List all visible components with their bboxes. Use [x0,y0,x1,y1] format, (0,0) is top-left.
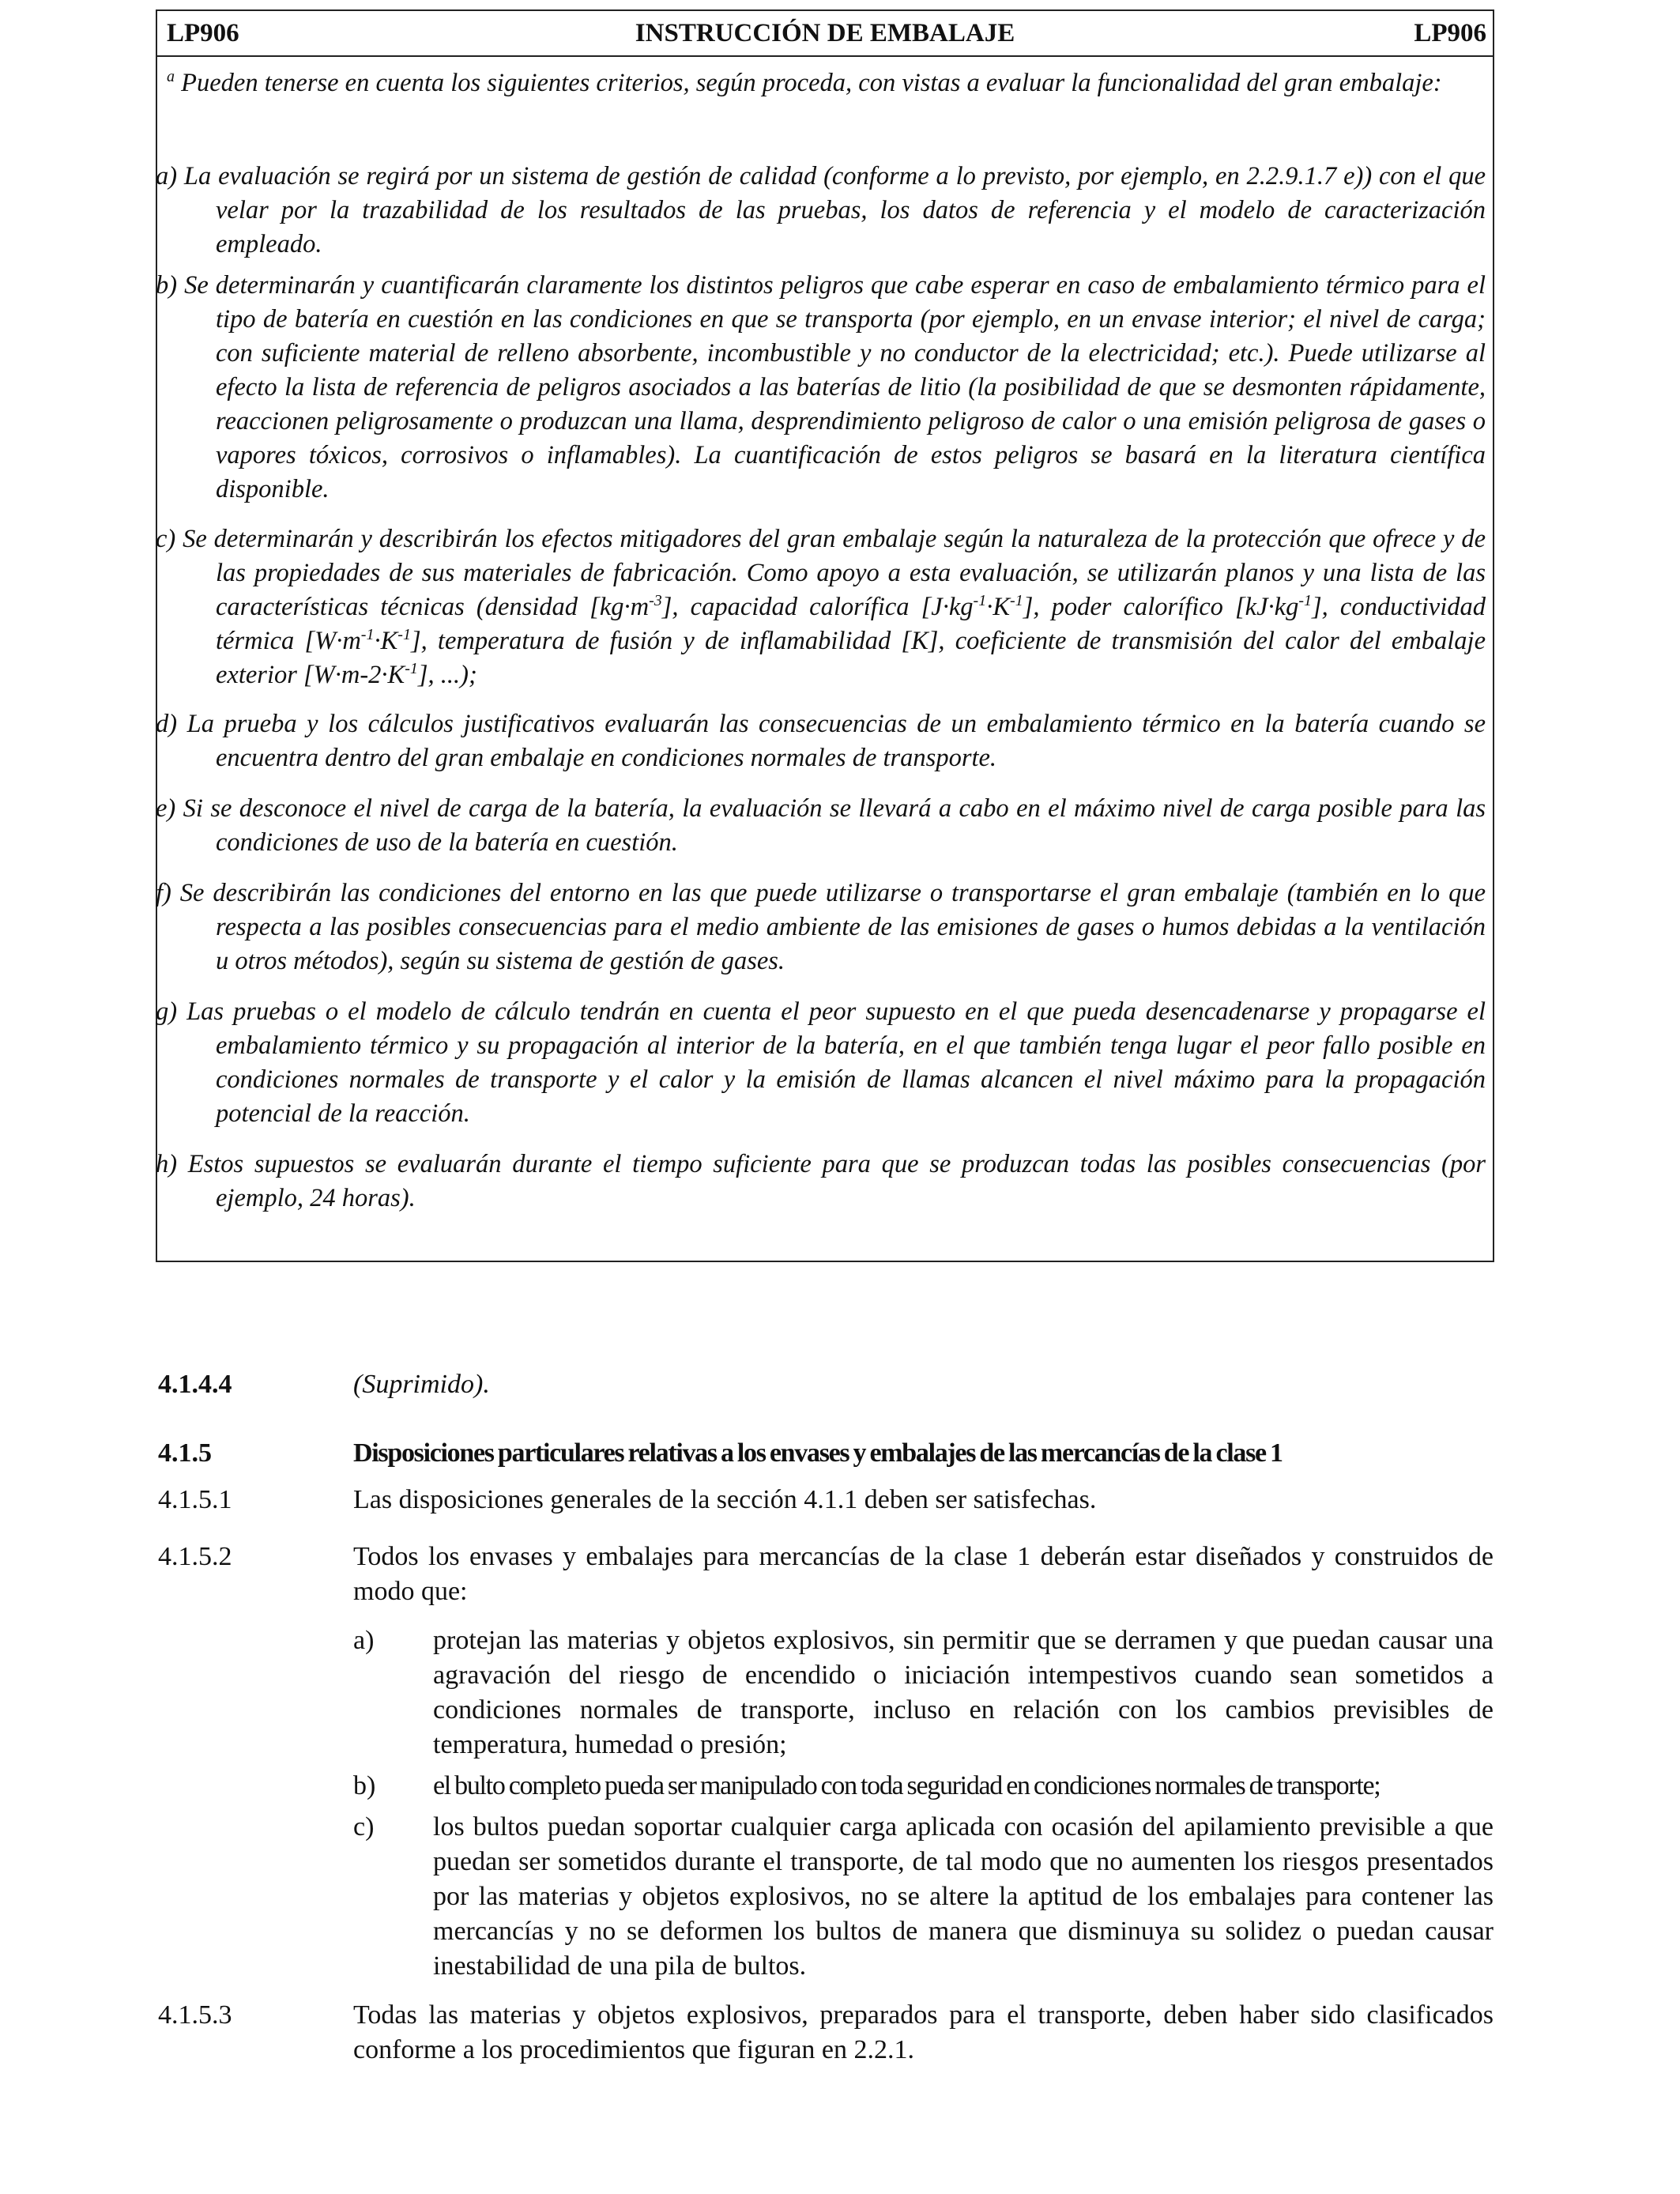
section-text: Las disposiciones generales de la sección 4.1.1 deben ser satisfechas. [353,1485,1097,1514]
packing-instruction-header [157,11,1493,57]
criterion-e: e) Si se desconoce el nivel de carga de la batería, la evaluación se llevará a cabo en el máximo nivel de carga posible para las condiciones de uso de la batería en cuestión. [156,794,1486,857]
criterion-c-text: c) Se determinarán y describirán los efectos mitigadores del gran embalaje según la naturaleza de la protección que ofrece y de las propiedades de sus materiales de fabricación. Como apoyo a esta evaluación, se utilizarán planos y una lista de las características técnicas (densidad [kg·m [156,525,1486,621]
list-item-text: el bulto completo pueda ser manipulado con toda seguridad en condiciones normales de transporte; [433,1771,1381,1800]
criterion-h: h) Estos supuestos se evaluarán durante el tiempo suficiente para que se produzcan todas las posibles consecuencias (por ejemplo, 24 horas). [156,1150,1486,1212]
section-text: Todos los envases y embalajes para mercancías de la clase 1 deberán estar diseñados y construidos de modo que: [353,1542,1494,1606]
section-number: 4.1.5 [158,1438,212,1468]
footnote-intro [164,66,1486,100]
criterion-c-exponent: -3 [649,592,662,610]
criterion-c-text: ], conductividad térmica [W·m [216,593,1486,655]
criterion-c-text: ], temperatura de fusión y de inflamabilidad [K], coeficiente de transmisión del calor del embalaje exterior [W·m-2·K [216,627,1486,689]
section-number: 4.1.5.1 [158,1485,232,1514]
criterion-c-text: ], ...); [417,661,477,689]
criterion-c-text: ·K [986,593,1011,621]
instruction-code-left: LP906 [167,19,239,47]
criterion-d: d) La prueba y los cálculos justificativos evaluarán las consecuencias de un embalamiento térmico en la batería cuando se encuentra dentro del gran embalaje en condiciones normales de transporte. [156,710,1486,772]
criterion-b: b) Se determinarán y cuantificarán claramente los distintos peligros que cabe esperar en caso de embalamiento térmico para el tipo de batería en cuestión en las condiciones en que se transporta (por ejemplo, en un envase interior; el nivel de carga; con suficiente material de relleno absorbente, incombustible y no conductor de la electricidad; etc.). Puede utilizarse al efecto la lista de referencia de peligros asociados a las baterías de litio (la posibilidad de que se desmonten rápidamente, reaccionen peligrosamente o produzcan una llama, desprendimiento peligroso de calor o una emisión peligrosa de gases o vapores tóxicos, corrosivos o inflamables). La cuantificación de estos peligros se basará en la literatura científica disponible. [156,271,1486,503]
criterion-c [156,522,1486,692]
packing-instruction-box [156,9,1494,1262]
section-number: 4.1.5.3 [158,2000,232,2030]
criterion-a: a) La evaluación se regirá por un sistema de gestión de calidad (conforme a lo previsto, por ejemplo, en 2.2.9.1.7 e)) con el que velar por la trazabilidad de los resultados de las pruebas, los datos de referencia y el modelo de caracterización empleado. [156,162,1486,258]
criterion-c-exponent: -1 [360,626,375,644]
footnote-mark: a [167,68,175,86]
criterion-c-exponent: -1 [1298,592,1312,610]
section-heading: Disposiciones particulares relativas a los envases y embalajes de las mercancías de la clase 1 [353,1438,1283,1468]
list-item-text: los bultos puedan soportar cualquier carga aplicada con ocasión del apilamiento previsible a que puedan ser sometidos durante el transporte, de tal modo que no aumenten los riesgos presentados por las materias y objetos explosivos, no se altere la aptitud de los embalajes para contener las mercancías y no se deformen los bultos de manera que disminuya su solidez o puedan causar inestabilidad de una pila de bultos. [433,1812,1494,1981]
instruction-title: INSTRUCCIÓN DE EMBALAJE [635,19,1015,47]
section-number: 4.1.5.2 [158,1542,232,1571]
criterion-c-text: ·K [374,627,398,655]
criterion-f: f) Se describirán las condiciones del entorno en las que puede utilizarse o transportarse el gran embalaje (también en lo que respecta a las posibles consecuencias para el medio ambiente de las emisiones de gases o humos debidas a la ventilación u otros métodos), según su sistema de gestión de gases. [156,879,1486,975]
list-item-text: protejan las materias y objetos explosivos, sin permitir que se derramen y que puedan causar una agravación del riesgo de encendido o iniciación intempestivos cuando sean sometidos a condiciones normales de transporte, incluso en relación con los cambios previsibles de temperatura, humedad o presión; [433,1626,1494,1759]
list-item-letter: c) [353,1812,375,1842]
list-item-letter: b) [353,1771,376,1800]
criterion-c-text: ], poder calorífico [kJ·kg [1023,593,1299,621]
section-text: (Suprimido). [353,1370,490,1399]
criterion-c-text: ], capacidad calorífica [J·kg [661,593,974,621]
criterion-c-exponent: -1 [405,660,418,678]
criterion-c-exponent: -1 [397,626,411,644]
list-item-letter: a) [353,1626,375,1655]
criterion-g: g) Las pruebas o el modelo de cálculo tendrán en cuenta el peor supuesto en el que pueda desencadenarse y propagarse el embalamiento térmico y su propagación al interior de la batería, en el que también tenga lugar el peor fallo posible en condiciones normales de transporte y el calor y la emisión de llamas alcancen el nivel máximo para la propagación potencial de la reacción. [156,997,1486,1128]
section-text: Todas las materias y objetos explosivos, preparados para el transporte, deben haber sido clasificados conforme a los procedimientos que figuran en 2.2.1. [353,2000,1494,2064]
criterion-c-exponent: -1 [1010,592,1023,610]
section-number: 4.1.4.4 [158,1370,232,1399]
criterion-c-exponent: -1 [973,592,987,610]
footnote-intro-text: Pueden tenerse en cuenta los siguientes criterios, según proceda, con vistas a evaluar la funcionalidad del gran embalaje: [181,69,1442,97]
instruction-code-right: LP906 [1414,19,1486,47]
